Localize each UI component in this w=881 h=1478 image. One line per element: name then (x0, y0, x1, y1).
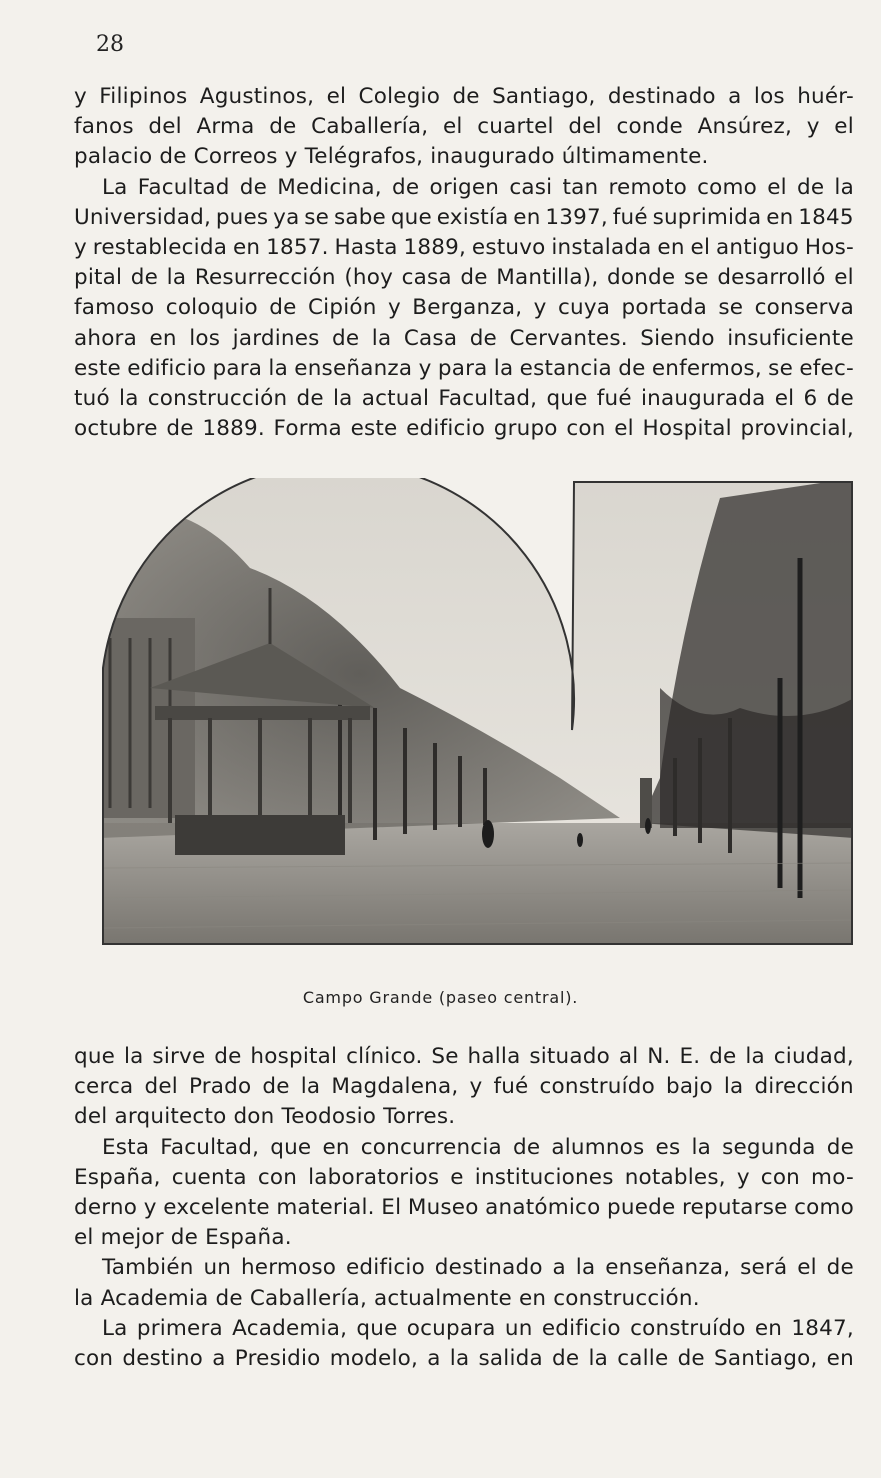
text-line: la Academia de Caballería, actualmente en construcción. (74, 1285, 700, 1311)
text-line: También un hermoso edificio destinado a la enseñanza, será el de (102, 1255, 854, 1281)
text-line: Universidad, pues ya se sabe que existía en 1397, fué suprimida en 1845 (74, 204, 854, 230)
text-line: La primera Academia, que ocupara un edificio construído en 1847, (102, 1315, 854, 1341)
text-block-top (74, 82, 854, 444)
text-line: y Filipinos Agustinos, el Colegio de Santiago, destinado a los huér- (74, 84, 854, 109)
text-line: octubre de 1889. Forma este edificio grupo con el Hospital provincial, (74, 416, 854, 442)
text-line: pital de la Resurrección (hoy casa de Mantilla), donde se desarrolló el (74, 265, 854, 291)
text-line: el mejor de España. (74, 1225, 292, 1251)
page-number: 28 (96, 32, 124, 57)
photo-campo-grande (100, 478, 854, 968)
text-line: derno y excelente material. El Museo anatómico puede reputarse como (74, 1194, 854, 1220)
text-line: cerca del Prado de la Magdalena, y fué construído bajo la dirección (74, 1074, 854, 1100)
text-line: Esta Facultad, que en concurrencia de alumnos es la segunda de (102, 1134, 854, 1160)
text-line: palacio de Correos y Telégrafos, inaugurado últimamente. (74, 144, 709, 170)
text-line: del arquitecto don Teodosio Torres. (74, 1104, 456, 1130)
text-line: España, cuenta con laboratorios e instituciones notables, y con mo- (74, 1164, 854, 1190)
text-line: famoso coloquio de Cipión y Berganza, y cuya portada se conserva (74, 295, 854, 321)
text-line: y restablecida en 1857. Hasta 1889, estuvo instalada en el antiguo Hos- (74, 234, 854, 260)
text-block-bottom (74, 1042, 854, 1374)
text-line: ahora en los jardines de la Casa de Cervantes. Siendo insuficiente (74, 325, 854, 351)
text-line: que la sirve de hospital clínico. Se halla situado al N. E. de la ciudad, (74, 1044, 854, 1069)
text-line: este edificio para la enseñanza y para la estancia de enfermos, se efec- (74, 355, 854, 381)
photo-caption: Campo Grande (paseo central). (302, 988, 579, 1007)
text-line: tuó la construcción de la actual Facultad, que fué inaugurada el 6 de (74, 385, 854, 411)
text-line: La Facultad de Medicina, de origen casi tan remoto como el de la (102, 174, 854, 200)
text-line: con destino a Presidio modelo, a la salida de la calle de Santiago, en (74, 1345, 854, 1371)
text-line: fanos del Arma de Caballería, el cuartel del conde Ansúrez, y el (74, 114, 854, 140)
